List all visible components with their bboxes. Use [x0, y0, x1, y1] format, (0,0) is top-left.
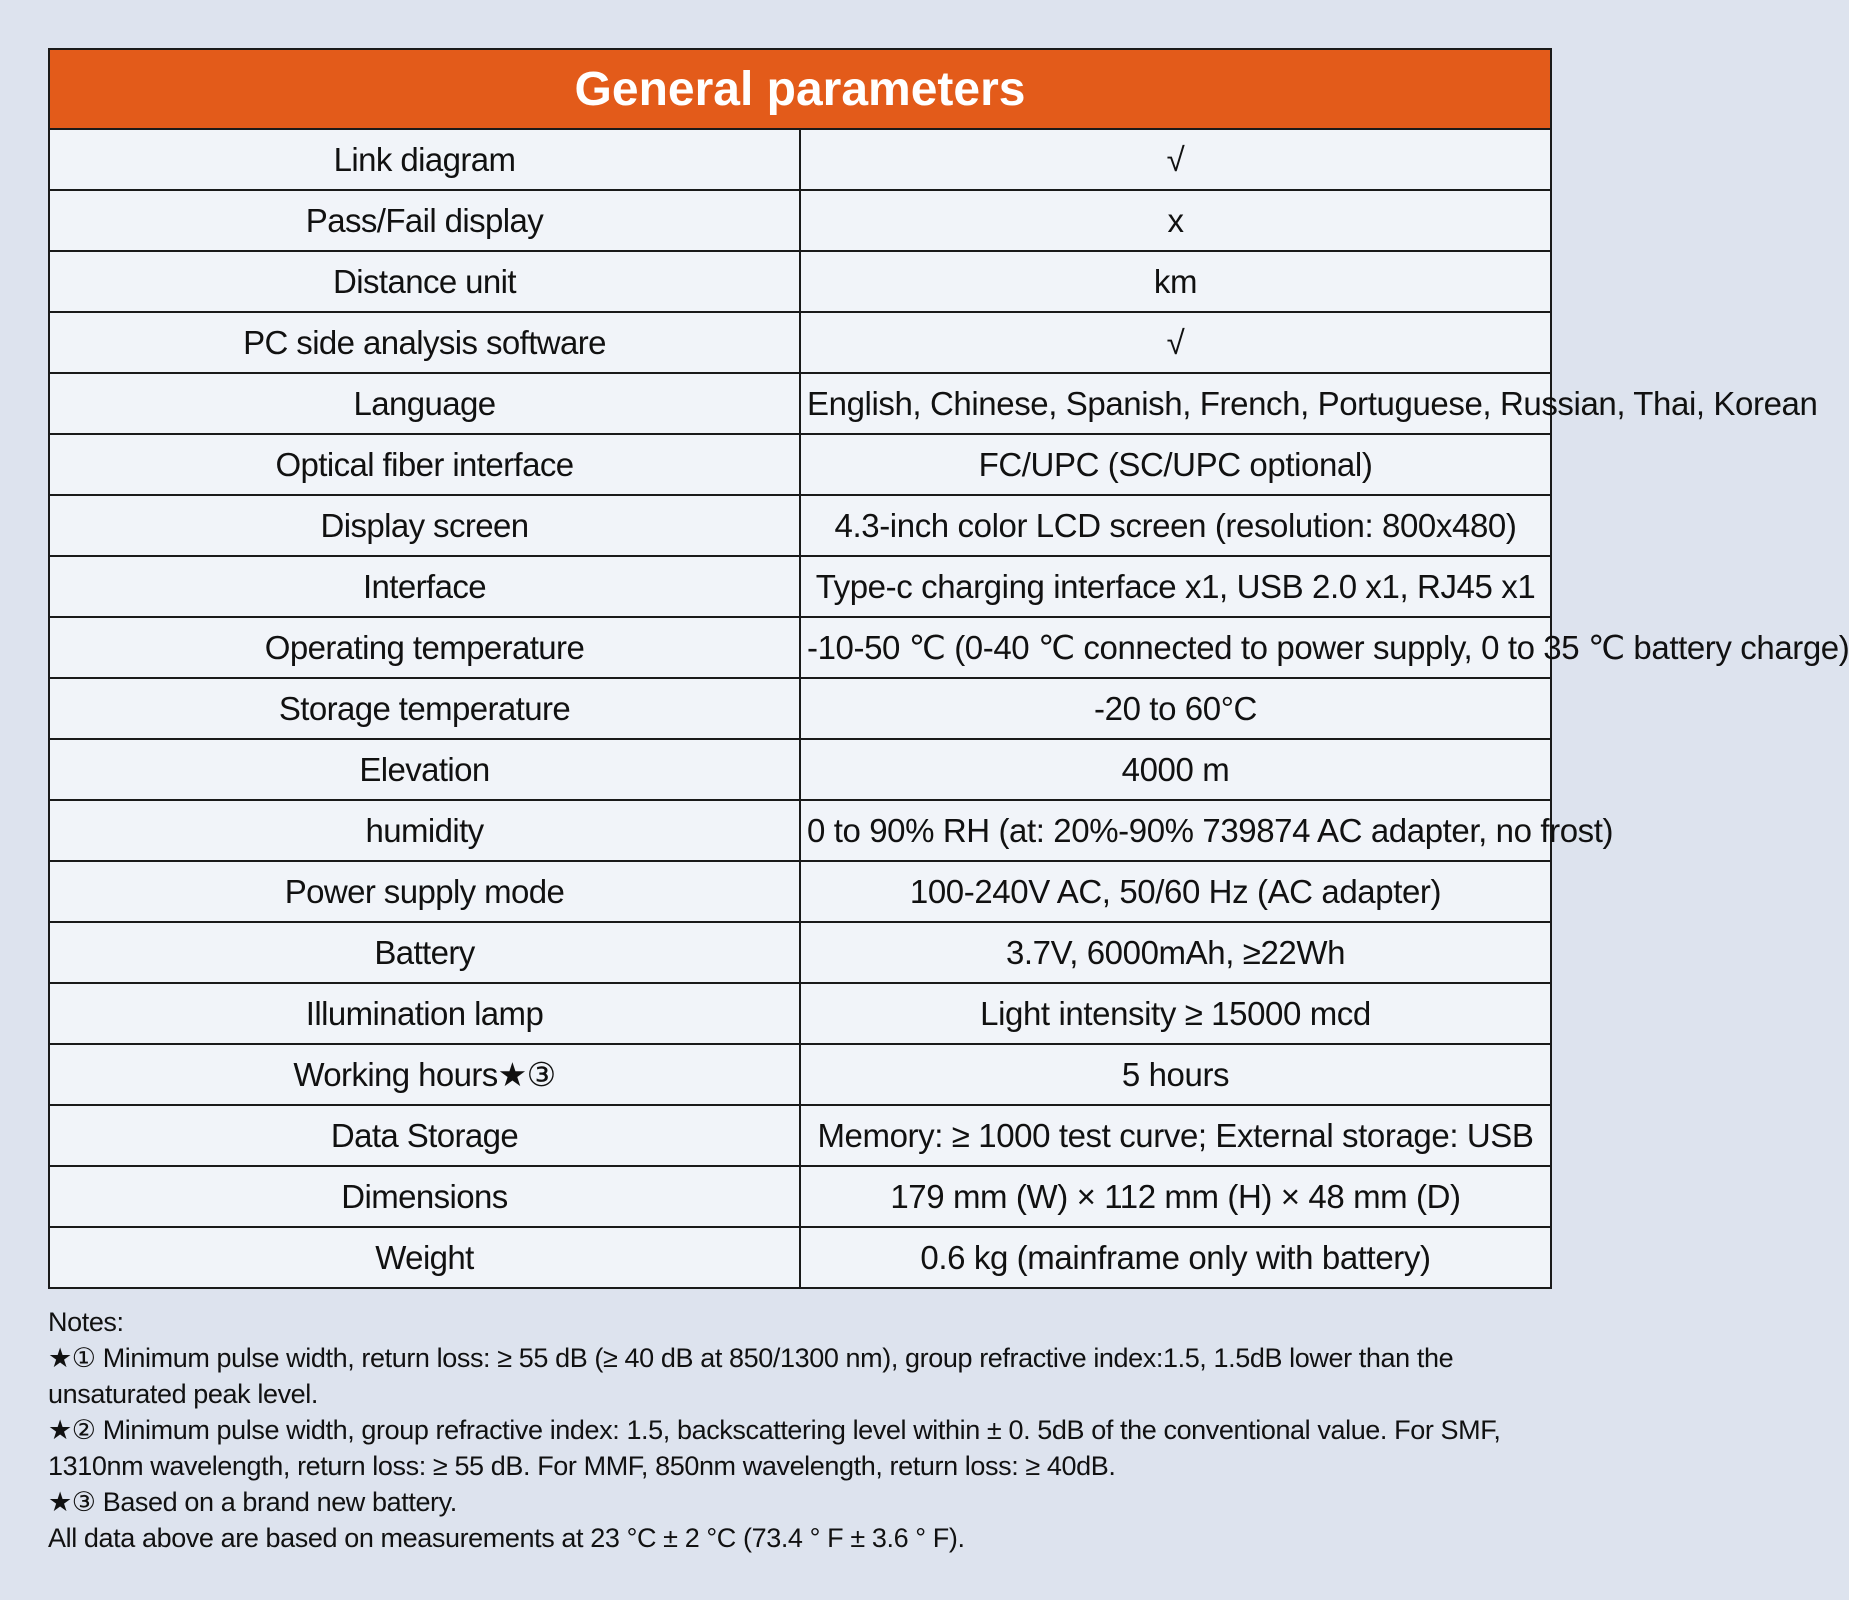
table-header-row — [49, 49, 1551, 129]
row-value: √ — [800, 129, 1551, 190]
notes-heading: Notes: — [48, 1307, 124, 1337]
row-label: Storage temperature — [49, 678, 800, 739]
table-row — [49, 800, 1551, 861]
row-value: x — [800, 190, 1551, 251]
table-row — [49, 922, 1551, 983]
row-value: 5 hours — [800, 1044, 1551, 1105]
row-label: Data Storage — [49, 1105, 800, 1166]
row-value: Light intensity ≥ 15000 mcd — [800, 983, 1551, 1044]
table-row — [49, 434, 1551, 495]
row-value: -10-50 ℃ (0-40 ℃ connected to power supply, 0 to 35 ℃ battery charge) — [800, 617, 1551, 678]
row-value: 179 mm (W) × 112 mm (H) × 48 mm (D) — [800, 1166, 1551, 1227]
table-row — [49, 556, 1551, 617]
table-row — [49, 1105, 1551, 1166]
row-label: Elevation — [49, 739, 800, 800]
row-label: Interface — [49, 556, 800, 617]
row-value: 0.6 kg (mainframe only with battery) — [800, 1227, 1551, 1288]
row-value: 0 to 90% RH (at: 20%-90% 739874 AC adapter, no frost) — [800, 800, 1551, 861]
row-label: Weight — [49, 1227, 800, 1288]
table-row — [49, 312, 1551, 373]
table-title: General parameters — [49, 49, 1551, 129]
row-value: Type-c charging interface x1, USB 2.0 x1, RJ45 x1 — [800, 556, 1551, 617]
row-label: Display screen — [49, 495, 800, 556]
table-row — [49, 373, 1551, 434]
row-value: km — [800, 251, 1551, 312]
row-value: Memory: ≥ 1000 test curve; External storage: USB — [800, 1105, 1551, 1166]
table-row — [49, 495, 1551, 556]
row-value: 4000 m — [800, 739, 1551, 800]
table-row — [49, 861, 1551, 922]
row-label: PC side analysis software — [49, 312, 800, 373]
table-row — [49, 1227, 1551, 1288]
row-label: Dimensions — [49, 1166, 800, 1227]
note-1: ★① Minimum pulse width, return loss: ≥ 55 dB (≥ 40 dB at 850/1300 nm), group refractive index:1.5, 1.5dB lower than the unsaturated peak level. — [48, 1343, 1454, 1409]
table-row — [49, 251, 1551, 312]
row-label: Pass/Fail display — [49, 190, 800, 251]
row-label: Link diagram — [49, 129, 800, 190]
general-parameters-table — [48, 48, 1849, 1289]
table-row — [49, 1166, 1551, 1227]
row-value: 4.3-inch color LCD screen (resolution: 800x480) — [800, 495, 1551, 556]
note-2: ★② Minimum pulse width, group refractive index: 1.5, backscattering level within ± 0. 5dB of the conventional value. For SMF, 1310nm wavelength, return loss: ≥ 55 dB. For MMF, 850nm wavelength, return loss: ≥ 40dB. — [48, 1415, 1501, 1481]
row-value: -20 to 60°C — [800, 678, 1551, 739]
note-3: ★③ Based on a brand new battery. — [48, 1487, 457, 1517]
row-label: Operating temperature — [49, 617, 800, 678]
row-value: √ — [800, 312, 1551, 373]
notes-section — [48, 1304, 1560, 1556]
note-measurement-conditions: All data above are based on measurements at 23 °C ± 2 °C (73.4 ° F ± 3.6 ° F). — [48, 1523, 965, 1553]
row-value: 3.7V, 6000mAh, ≥22Wh — [800, 922, 1551, 983]
row-label: Optical fiber interface — [49, 434, 800, 495]
table-row — [49, 739, 1551, 800]
row-label: Battery — [49, 922, 800, 983]
row-label: Distance unit — [49, 251, 800, 312]
table-row — [49, 129, 1551, 190]
table-row — [49, 1044, 1551, 1105]
row-label: Language — [49, 373, 800, 434]
table-row — [49, 190, 1551, 251]
row-value: English, Chinese, Spanish, French, Portuguese, Russian, Thai, Korean — [800, 373, 1551, 434]
row-label: Illumination lamp — [49, 983, 800, 1044]
table-row — [49, 617, 1551, 678]
table-row — [49, 983, 1551, 1044]
row-label: Working hours★③ — [49, 1044, 800, 1105]
row-label: Power supply mode — [49, 861, 800, 922]
row-value: FC/UPC (SC/UPC optional) — [800, 434, 1551, 495]
table-row — [49, 678, 1551, 739]
row-label: humidity — [49, 800, 800, 861]
row-value: 100-240V AC, 50/60 Hz (AC adapter) — [800, 861, 1551, 922]
